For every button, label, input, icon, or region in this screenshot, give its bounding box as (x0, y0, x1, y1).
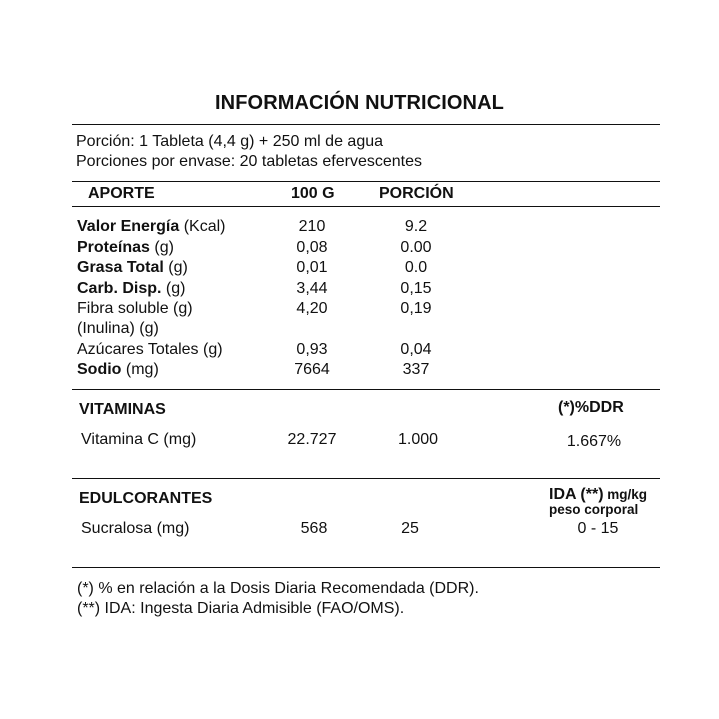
vitamins-header: VITAMINAS (79, 401, 166, 418)
nutrient-name: Sodio (mg) (77, 361, 159, 378)
nutrient-name: Carb. Disp. (g) (77, 280, 186, 297)
divider-header-top (72, 181, 660, 182)
nutrient-per100: 210 (298, 218, 326, 235)
nutrient-per100: 0,93 (296, 341, 328, 358)
serving-portion: Porción: 1 Tableta (4,4 g) + 250 ml de agua (76, 133, 384, 150)
sweetener-portion: 25 (401, 520, 419, 537)
footnote-ida: (**) IDA: Ingesta Diaria Admisible (FAO/OMS). (77, 600, 405, 617)
footnote-ddr: (*) % en relación a la Dosis Diaria Recomendada (DDR). (77, 580, 479, 597)
nutrient-per100: 0,08 (296, 239, 328, 256)
divider-vitamins (72, 389, 660, 390)
column-header-porcion: PORCIÓN (379, 185, 454, 202)
sweetener-ida: 0 - 15 (577, 520, 619, 537)
sweetener-per100: 568 (300, 520, 328, 537)
nutrient-name: Fibra soluble (g) (77, 300, 193, 317)
nutrient-name: Proteínas (g) (77, 239, 174, 256)
vitamin-portion: 1.000 (397, 431, 439, 448)
servings-per-container: Porciones por envase: 20 tabletas efervescentes (76, 153, 422, 170)
vitamin-per100: 22.727 (287, 431, 337, 448)
nutrient-per100: 7664 (294, 361, 330, 378)
nutrient-per100: 4,20 (296, 300, 328, 317)
nutrient-per100: 3,44 (296, 280, 328, 297)
ida-header: IDA (**) mg/kg (549, 486, 648, 503)
divider-sweeteners (72, 478, 660, 479)
nutrient-portion: 0,15 (400, 280, 432, 297)
nutrient-per100: 0,01 (296, 259, 328, 276)
page-title: INFORMACIÓN NUTRICIONAL (215, 92, 504, 114)
ida-header-line2: peso corporal (549, 502, 639, 517)
nutrient-portion: 0.0 (404, 259, 428, 276)
divider-footnotes (72, 567, 660, 568)
nutrient-portion: 0,19 (400, 300, 432, 317)
sweetener-name: Sucralosa (mg) (81, 520, 190, 537)
nutrient-name: Azúcares Totales (g) (77, 341, 223, 358)
column-header-aporte: APORTE (88, 185, 155, 202)
nutrient-name-line2: (Inulina) (g) (77, 320, 159, 337)
ddr-header: (*)%DDR (558, 399, 624, 416)
nutrient-portion: 0.00 (400, 239, 432, 256)
nutrient-name: Grasa Total (g) (77, 259, 188, 276)
vitamin-name: Vitamina C (mg) (81, 431, 197, 448)
nutrient-name: Valor Energía (Kcal) (77, 218, 226, 235)
nutrient-portion: 0,04 (400, 341, 432, 358)
divider-header-bottom (72, 206, 660, 207)
nutrient-portion: 337 (402, 361, 430, 378)
column-header-100g: 100 G (291, 185, 335, 202)
divider-top (72, 124, 660, 125)
sweeteners-header: EDULCORANTES (79, 490, 213, 507)
vitamin-ddr: 1.667% (566, 433, 622, 450)
nutrient-portion: 9.2 (404, 218, 428, 235)
